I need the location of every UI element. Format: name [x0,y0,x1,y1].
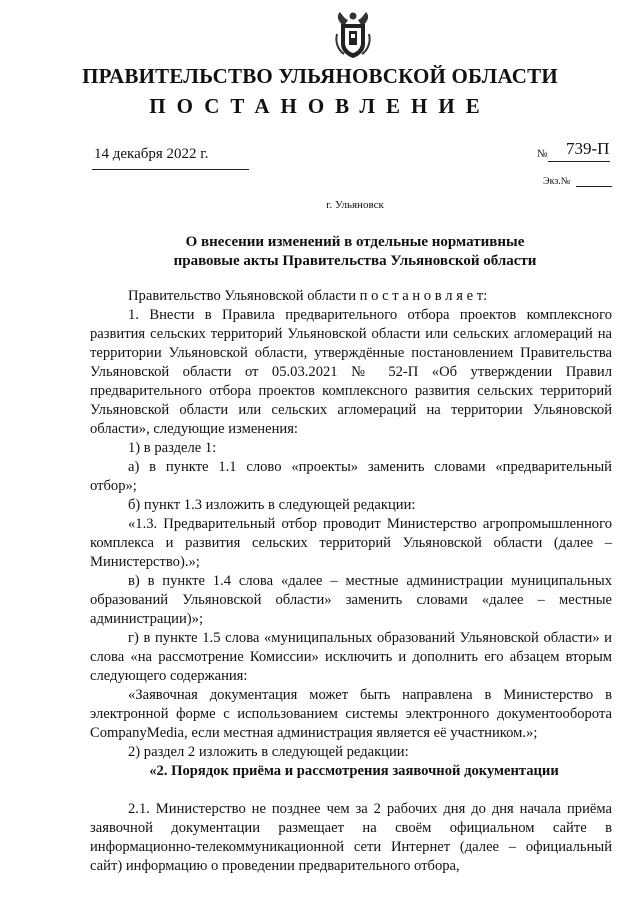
number-sign: № [537,148,548,160]
body-paragraph: 2.1. Министерство не позднее чем за 2 рабочих дня до дня начала приёма заявочной документации размещает на своём официальном сайте в информационно-телекоммуникационной сети Интернет (далее – официальный сайт) информацию о проведении предварительного отбора, [90,801,612,874]
document-subject [0,233,640,271]
subject-line: О внесении изменений в отдельные нормативные [185,234,525,250]
copy-number-underline [576,186,612,187]
body-paragraph: 1) в разделе 1: [128,440,217,456]
document-number: 739-П [566,139,610,158]
body-paragraph: г) в пункте 1.5 слова «муниципальных образований Ульяновской области» и слова «на рассмотрение Комиссии» исключить и дополнить его абзацем вторым следующего содержания: [90,630,612,684]
body-paragraph: 1. Внести в Правила предварительного отбора проектов комплексного развития сельских территорий Ульяновской области или сельских агломераций на территории Ульяновской области, утверждённые постановлением Правительства Ульяновской области от 05.03.2021 № 52-П «Об утверждении Правил предварительного отбора проектов комплексного развития сельских территорий Ульяновской области или сельских агломераций на территории Ульяновской области», следующие изменения: [90,307,612,437]
number-underline [548,161,610,162]
copy-number-label: Экз.№ [543,176,571,187]
subject-line: правовые акты Правительства Ульяновской области [173,253,537,269]
quoted-paragraph: «Заявочная документация может быть направлена в Министерство в электронной форме с использованием системы электронного документооборота CompanyMedia, если местная администрация является её участником.»; [90,687,612,741]
organization-title: ПРАВИТЕЛЬСТВО УЛЬЯНОВСКОЙ ОБЛАСТИ [82,64,558,88]
coat-of-arms-icon [334,10,372,60]
body-paragraph: в) в пункте 1.4 слова «далее – местные администрации муниципальных образований Ульяновской области» заменить словами «далее – местные администрации)»; [90,573,612,627]
document-body [90,287,612,876]
quoted-paragraph: «1.3. Предварительный отбор проводит Министерство агропромышленного комплекса и развития сельских территорий Ульяновской области (далее – Министерство).»; [90,516,612,570]
body-paragraph: 2) раздел 2 изложить в следующей редакции: [128,744,409,760]
body-paragraph: а) в пункте 1.1 слово «проекты» заменить словами «предварительный отбор»; [90,459,612,494]
city-label: г. Ульяновск [326,199,384,211]
preamble-paragraph: Правительство Ульяновской области п о с т а н о в л я е т: [128,288,488,304]
document-type-title: ПОСТАНОВЛЕНИЕ [149,94,491,118]
date-underline [92,169,249,170]
body-paragraph: б) пункт 1.3 изложить в следующей редакции: [128,497,416,513]
section-heading: «2. Порядок приёма и рассмотрения заявочной документации [149,763,559,779]
paragraph-gap [90,781,612,800]
document-date: 14 декабря 2022 г. [94,146,209,162]
